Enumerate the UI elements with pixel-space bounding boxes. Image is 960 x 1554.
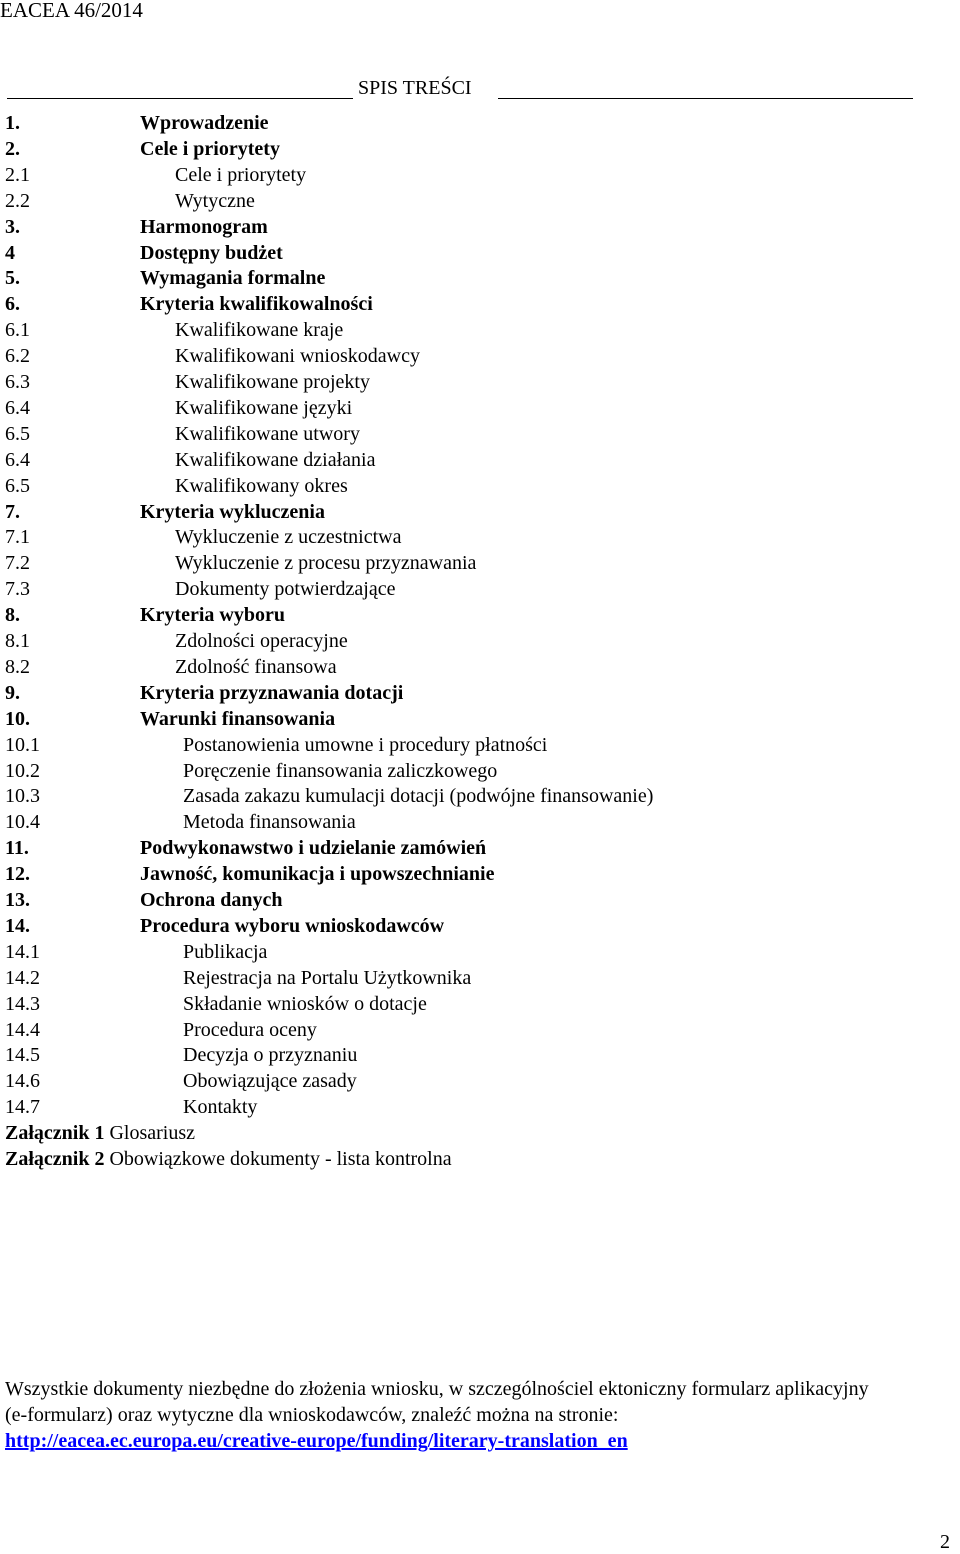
toc-entry-label: Wymagania formalne — [140, 267, 326, 289]
toc-entry-number: 14. — [5, 915, 30, 937]
toc-entry[interactable] — [5, 965, 905, 991]
annex-prefix: Załącznik 1 — [5, 1122, 105, 1144]
toc-entry[interactable] — [5, 861, 905, 887]
annex-prefix: Załącznik 2 — [5, 1148, 105, 1170]
toc-entry[interactable] — [5, 732, 905, 758]
toc-entry-number: 14.6 — [5, 1070, 40, 1092]
toc-entry-label: Wytyczne — [175, 190, 255, 212]
toc-entry-label: Zasada zakazu kumulacji dotacji (podwójne finansowanie) — [183, 785, 654, 807]
toc-entry-number: 14.4 — [5, 1019, 40, 1041]
toc-entry-label: Zdolności operacyjne — [175, 630, 348, 652]
toc-entry-label: Metoda finansowania — [183, 811, 356, 833]
toc-entry[interactable] — [5, 110, 905, 136]
toc-entry[interactable] — [5, 1068, 905, 1094]
toc-heading — [7, 76, 913, 102]
toc-entry-label: Kryteria kwalifikowalności — [140, 293, 373, 315]
toc-entry[interactable] — [5, 240, 905, 266]
toc-entry-label: Warunki finansowania — [140, 708, 336, 730]
toc-entry-label: Kryteria wyboru — [140, 604, 285, 626]
toc-entry-number: 6. — [5, 293, 20, 315]
toc-entry-number: 4 — [5, 242, 15, 264]
toc-entry[interactable] — [5, 1094, 905, 1120]
footer-line-1: Wszystkie dokumenty niezbędne do złożenia wniosku, w szczególnościel ektoniczny formularz aplikacyjny — [5, 1378, 869, 1400]
heading-rule-left — [7, 98, 353, 99]
toc-entry-label: Decyzja o przyznaniu — [183, 1044, 358, 1066]
toc-entry-number: 1. — [5, 112, 20, 134]
page-number: 2 — [940, 1531, 950, 1553]
annex-label: Glosariusz — [109, 1122, 195, 1144]
toc-entry[interactable] — [5, 1017, 905, 1043]
toc-entry-label: Postanowienia umowne i procedury płatności — [183, 734, 548, 756]
toc-entry-label: Kontakty — [183, 1096, 258, 1118]
toc-entry-label: Składanie wniosków o dotacje — [183, 993, 427, 1015]
toc-entry[interactable] — [5, 783, 905, 809]
toc-entry[interactable] — [5, 291, 905, 317]
toc-entry-number: 14.7 — [5, 1096, 40, 1118]
toc-entry[interactable] — [5, 576, 905, 602]
toc-entry-number: 2. — [5, 138, 20, 160]
toc-entry-number: 7.3 — [5, 578, 30, 600]
document-reference: EACEA 46/2014 — [0, 0, 143, 22]
toc-entry-number: 10.1 — [5, 734, 40, 756]
toc-entry-number: 7.1 — [5, 526, 30, 548]
toc-entry-label: Obowiązujące zasady — [183, 1070, 357, 1092]
toc-entry-label: Kwalifikowany okres — [175, 475, 348, 497]
toc-entry-number: 12. — [5, 863, 30, 885]
toc-entry-number: 6.5 — [5, 475, 30, 497]
toc-entry-label: Kryteria wykluczenia — [140, 501, 325, 523]
toc-entry-number: 3. — [5, 216, 20, 238]
toc-entry-number: 8.2 — [5, 656, 30, 678]
toc-entry-label: Kwalifikowani wnioskodawcy — [175, 345, 420, 367]
toc-entry-label: Dostępny budżet — [140, 242, 283, 264]
toc-entry-label: Zdolność finansowa — [175, 656, 337, 678]
toc-entry-label: Cele i priorytety — [140, 138, 280, 160]
toc-entry-label: Dokumenty potwierdzające — [175, 578, 396, 600]
toc-entry[interactable] — [5, 809, 905, 835]
footer-note — [5, 1376, 960, 1454]
toc-entry-number: 2.1 — [5, 164, 30, 186]
toc-entry-number: 6.2 — [5, 345, 30, 367]
toc-entry[interactable] — [5, 602, 905, 628]
funding-link[interactable]: http://eacea.ec.europa.eu/creative-europe/funding/literary-translation_en — [5, 1430, 628, 1452]
toc-entry-label: Podwykonawstwo i udzielanie zamówień — [140, 837, 487, 859]
toc-entry-label: Cele i priorytety — [175, 164, 307, 186]
toc-entry-label: Wykluczenie z procesu przyznawania — [175, 552, 477, 574]
toc-entry[interactable] — [5, 524, 905, 550]
annex-entry[interactable] — [5, 1146, 452, 1172]
toc-entry[interactable] — [5, 913, 905, 939]
toc-entry-number: 14.5 — [5, 1044, 40, 1066]
toc-entry-number: 7.2 — [5, 552, 30, 574]
toc-entry[interactable] — [5, 499, 905, 525]
toc-entry-number: 2.2 — [5, 190, 30, 212]
toc-entry-label: Kwalifikowane języki — [175, 397, 353, 419]
toc-entry-number: 6.4 — [5, 397, 30, 419]
toc-entry-label: Procedura oceny — [183, 1019, 317, 1041]
toc-entry-label: Publikacja — [183, 941, 268, 963]
toc-entry-label: Wykluczenie z uczestnictwa — [175, 526, 402, 548]
toc-entry[interactable] — [5, 369, 905, 395]
toc-entry[interactable] — [5, 317, 905, 343]
toc-entry[interactable] — [5, 136, 905, 162]
annex-entry[interactable] — [5, 1120, 195, 1146]
toc-entry-label: Kwalifikowane kraje — [175, 319, 344, 341]
toc-entry-label: Rejestracja na Portalu Użytkownika — [183, 967, 472, 989]
toc-entry-label: Wprowadzenie — [140, 112, 269, 134]
toc-entry-number: 10.4 — [5, 811, 40, 833]
toc-entry-label: Kwalifikowane działania — [175, 449, 376, 471]
footer-line-2: (e-formularz) oraz wytyczne dla wnioskodawców, znaleźć można na stronie: — [5, 1404, 619, 1426]
toc-entry-number: 10.2 — [5, 760, 40, 782]
toc-entry-number: 8. — [5, 604, 20, 626]
toc-entry[interactable] — [5, 395, 905, 421]
toc-entry-label: Procedura wyboru wnioskodawców — [140, 915, 445, 937]
toc-entry-number: 9. — [5, 682, 20, 704]
toc-entry-number: 7. — [5, 501, 20, 523]
toc-entry[interactable] — [5, 991, 905, 1017]
toc-entry[interactable] — [5, 758, 905, 784]
toc-entry[interactable] — [5, 628, 905, 654]
toc-entry-number: 14.1 — [5, 941, 40, 963]
toc-entry-label: Jawność, komunikacja i upowszechnianie — [140, 863, 495, 885]
toc-entry-label: Kwalifikowane utwory — [175, 423, 360, 445]
toc-entry-number: 6.1 — [5, 319, 30, 341]
toc-entry[interactable] — [5, 265, 905, 291]
toc-entry[interactable] — [5, 835, 905, 861]
toc-entry[interactable] — [5, 654, 905, 680]
toc-entry[interactable] — [5, 939, 905, 965]
toc-entry[interactable] — [5, 447, 905, 473]
toc-entry-number: 8.1 — [5, 630, 30, 652]
toc-entry[interactable] — [5, 162, 905, 188]
toc-entry-number: 6.5 — [5, 423, 30, 445]
toc-entry-label: Poręczenie finansowania zaliczkowego — [183, 760, 498, 782]
toc-entry[interactable] — [5, 421, 905, 447]
toc-entry[interactable] — [5, 1042, 905, 1068]
heading-rule-right — [498, 98, 913, 99]
toc-entry[interactable] — [5, 680, 905, 706]
toc-entry-label: Kwalifikowane projekty — [175, 371, 370, 393]
toc-entry[interactable] — [5, 706, 905, 732]
toc-entry-label: Kryteria przyznawania dotacji — [140, 682, 404, 704]
toc-entry-number: 6.4 — [5, 449, 30, 471]
toc-entry-number: 11. — [5, 837, 29, 859]
toc-entry[interactable] — [5, 343, 905, 369]
toc-title: SPIS TREŚCI — [358, 77, 472, 99]
toc-entry-number: 10.3 — [5, 785, 40, 807]
toc-entry-number: 10. — [5, 708, 30, 730]
annex-label: Obowiązkowe dokumenty - lista kontrolna — [109, 1148, 452, 1170]
toc-entry-number: 13. — [5, 889, 30, 911]
toc-entry[interactable] — [5, 188, 905, 214]
toc-entry-label: Harmonogram — [140, 216, 268, 238]
toc-entry-number: 6.3 — [5, 371, 30, 393]
toc-entry[interactable] — [5, 473, 905, 499]
toc-entry-number: 14.3 — [5, 993, 40, 1015]
toc-entry[interactable] — [5, 214, 905, 240]
toc-entry[interactable] — [5, 887, 905, 913]
toc-entry[interactable] — [5, 550, 905, 576]
toc-entry-number: 14.2 — [5, 967, 40, 989]
toc-entry-number: 5. — [5, 267, 20, 289]
toc-entry-label: Ochrona danych — [140, 889, 283, 911]
